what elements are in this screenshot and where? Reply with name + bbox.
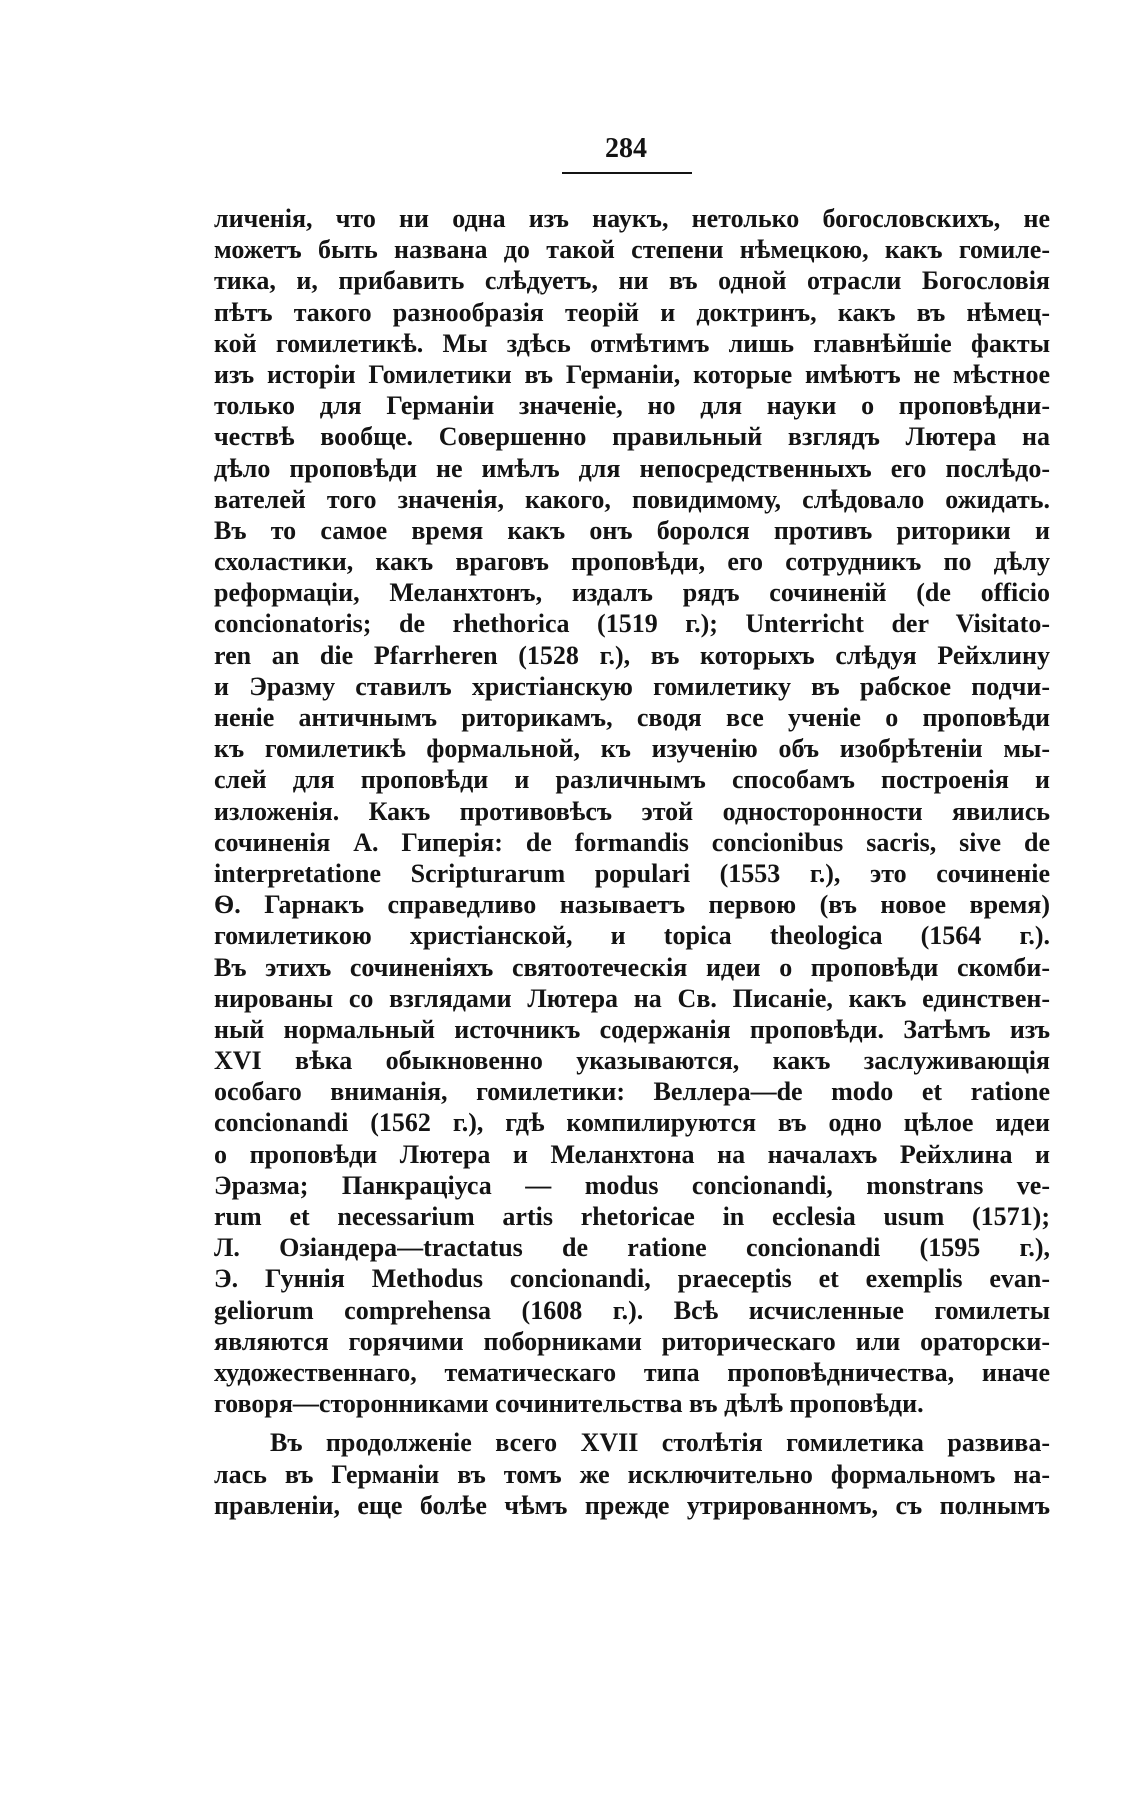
- text-line: тика, и, прибавить слѣдуетъ, ни въ одной отрасли Богословія: [214, 266, 1050, 296]
- text-line: ren an die Pfarrheren (1528 г.), въ которыхъ слѣдуя Рейхлину: [214, 640, 1050, 670]
- text-line: rum et necessarium artis rhetoricae in ecclesia usum (1571);: [214, 1202, 1050, 1231]
- text-line: вателей того значенія, какого, повидимому, слѣдовало ожидать.: [214, 484, 1050, 514]
- text-line: слей для проповѣди и различнымъ способамъ построенія и: [214, 765, 1050, 795]
- text-line: Въ то самое время какъ онъ боролся противъ риторики и: [214, 515, 1050, 545]
- text-line: geliorum comprehensa (1608 г.). Всѣ исчисленные гомилеты: [214, 1295, 1050, 1325]
- text-line: изложенія. Какъ противовѣсъ этой односторонности явились: [214, 796, 1050, 826]
- page-number: 284: [605, 133, 647, 164]
- paragraph-2: [214, 1427, 1050, 1521]
- text-line: только для Германіи значеніе, но для науки о проповѣдни-: [214, 391, 1050, 421]
- paragraph-1: [214, 203, 1050, 1419]
- text-line: Ѳ. Гарнакъ справедливо называетъ первою (въ новое время): [214, 890, 1050, 920]
- text-line: кой гомилетикѣ. Мы здѣсь отмѣтимъ лишь главнѣйшіе факты: [214, 328, 1050, 358]
- text-line: къ гомилетикѣ формальной, къ изученію объ изобрѣтеніи мы-: [214, 734, 1050, 764]
- paragraph-gap: [214, 1419, 1050, 1427]
- text-line: ный нормальный источникъ содержанія проповѣди. Затѣмъ изъ: [214, 1014, 1050, 1044]
- text-line: особаго вниманія, гомилетики: Веллера—de modo et ratione: [214, 1077, 1050, 1107]
- text-line: лась въ Германіи въ томъ же исключительно формальномъ на-: [214, 1459, 1050, 1489]
- text-line: concionandi (1562 г.), гдѣ компилируются въ одно цѣлое идеи: [214, 1108, 1050, 1138]
- text-line: пѣтъ такого разнообразія теорій и доктринъ, какъ въ нѣмец-: [214, 297, 1050, 327]
- text-line: неніе античнымъ риторикамъ, сводя все ученіе о проповѣди: [214, 703, 1050, 732]
- text-line: нированы со взглядами Лютера на Св. Писаніе, какъ единствен-: [214, 983, 1050, 1013]
- text-line: Въ этихъ сочиненіяхъ святоотеческія идеи о проповѣди скомби-: [214, 952, 1050, 982]
- text-line: Въ продолженіе всего XVII столѣтія гомилетика развива-: [270, 1428, 1050, 1458]
- text-line: схоластики, какъ враговъ проповѣди, его сотрудникъ по дѣлу: [214, 547, 1050, 577]
- text-line: реформаціи, Меланхтонъ, издалъ рядъ сочиненій (de officio: [214, 578, 1050, 608]
- body-text: [214, 203, 1050, 1521]
- text-line: сочиненія А. Гиперія: de formandis concionibus sacris, sive de: [214, 827, 1050, 857]
- text-line: можетъ быть названа до такой степени нѣмецкою, какъ гомиле-: [214, 235, 1050, 265]
- text-line: говоря—сторонниками сочинительства въ дѣлѣ проповѣди.: [214, 1389, 924, 1419]
- text-line: XVI вѣка обыкновенно указываются, какъ заслуживающія: [214, 1046, 1050, 1076]
- text-line: чествѣ вообще. Совершенно правильный взглядъ Лютера на: [214, 422, 1050, 452]
- text-line: правленіи, еще болѣе чѣмъ прежде утрированномъ, съ полнымъ: [214, 1490, 1050, 1520]
- text-line: гомилетикою христіанской, и topica theologica (1564 г.).: [214, 921, 1050, 951]
- text-line: дѣло проповѣди не имѣлъ для непосредственныхъ его послѣдо-: [214, 453, 1050, 483]
- text-line: Эразма; Панкраціуса — modus concionandi, monstrans ve-: [214, 1170, 1050, 1200]
- text-line: личенія, что ни одна изъ наукъ, нетолько богословскихъ, не: [214, 204, 1050, 233]
- text-line: и Эразму ставилъ христіанскую гомилетику въ рабское подчи-: [214, 671, 1050, 701]
- text-line: interpretatione Scripturarum populari (1553 г.), это сочиненіе: [214, 858, 1050, 888]
- text-line: Л. Озіандера—tractatus de ratione concionandi (1595 г.),: [214, 1233, 1050, 1263]
- text-line: художественнаго, тематическаго типа проповѣдничества, иначе: [214, 1357, 1050, 1387]
- text-line: являются горячими поборниками риторическаго или ораторски-: [214, 1326, 1050, 1356]
- text-line: изъ исторіи Гомилетики въ Германіи, которые имѣютъ не мѣстное: [214, 359, 1050, 389]
- page-number-rule: [562, 172, 692, 174]
- text-line: о проповѣди Лютера и Меланхтона на началахъ Рейхлина и: [214, 1139, 1050, 1169]
- text-line: concionatoris; de rhethorica (1519 г.); Unterricht der Visitato-: [214, 609, 1050, 639]
- text-line: Э. Гуннія Methodus concionandi, praeceptis et exemplis evan-: [214, 1264, 1050, 1294]
